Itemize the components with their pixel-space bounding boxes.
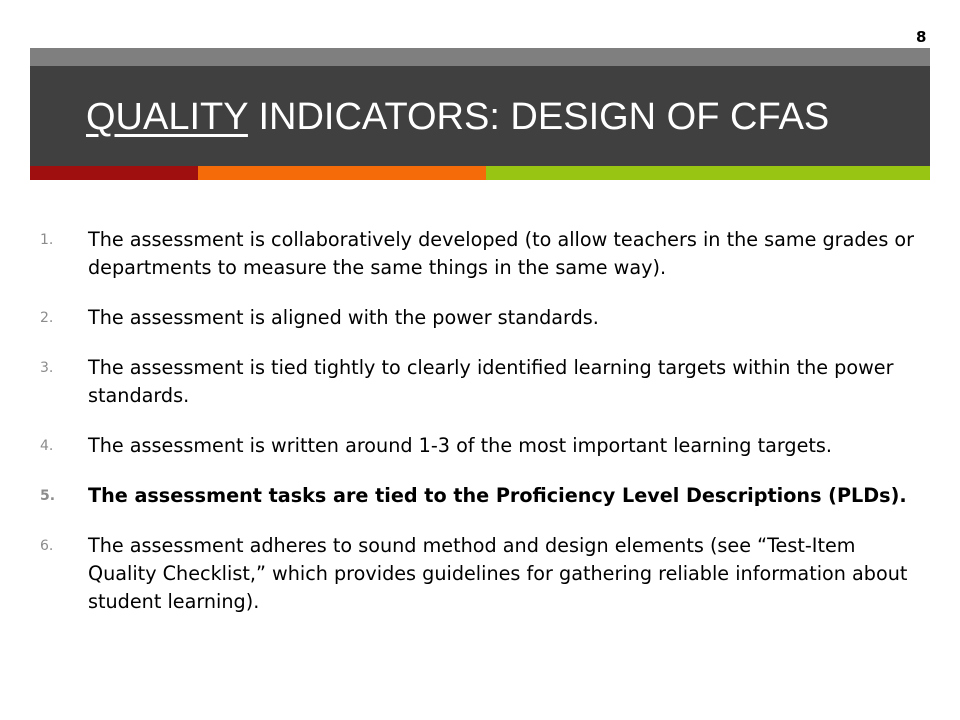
item-text: The assessment is written around 1-3 of the most important learning targets. bbox=[88, 434, 833, 457]
item-text: The assessment tasks are tied to the Proficiency Level Descriptions (PLDs). bbox=[88, 484, 907, 507]
title-underlined-word: QUALITY bbox=[86, 96, 248, 138]
accent-bar-green bbox=[486, 166, 930, 180]
list-item bbox=[40, 532, 920, 616]
item-text: The assessment is tied tightly to clearly identified learning targets within the power standards. bbox=[88, 356, 894, 407]
item-number: 5. bbox=[40, 488, 56, 504]
item-number: 3. bbox=[40, 360, 54, 376]
indicator-list bbox=[40, 226, 920, 638]
item-number: 2. bbox=[40, 310, 54, 326]
item-text: The assessment is aligned with the power standards. bbox=[88, 306, 599, 329]
list-item bbox=[40, 226, 920, 282]
item-number: 6. bbox=[40, 538, 54, 554]
accent-bar-orange bbox=[198, 166, 486, 180]
item-number: 1. bbox=[40, 232, 54, 248]
list-item bbox=[40, 304, 920, 332]
list-item bbox=[40, 354, 920, 410]
list-item bbox=[40, 432, 920, 460]
title-rest: INDICATORS: DESIGN OF CFAS bbox=[247, 96, 830, 138]
item-number: 4. bbox=[40, 438, 54, 454]
slide-number: 8 bbox=[916, 28, 927, 46]
accent-bar-red bbox=[30, 166, 198, 180]
list-item bbox=[40, 482, 920, 510]
top-strip bbox=[30, 48, 930, 66]
slide-title bbox=[86, 92, 829, 142]
item-text: The assessment is collaboratively developed (to allow teachers in the same grades or departments to measure the same things in the same way). bbox=[88, 228, 915, 279]
item-text: The assessment adheres to sound method and design elements (see “Test-Item Quality Checklist,” which provides guidelines for gathering reliable information about student learning). bbox=[88, 534, 908, 613]
